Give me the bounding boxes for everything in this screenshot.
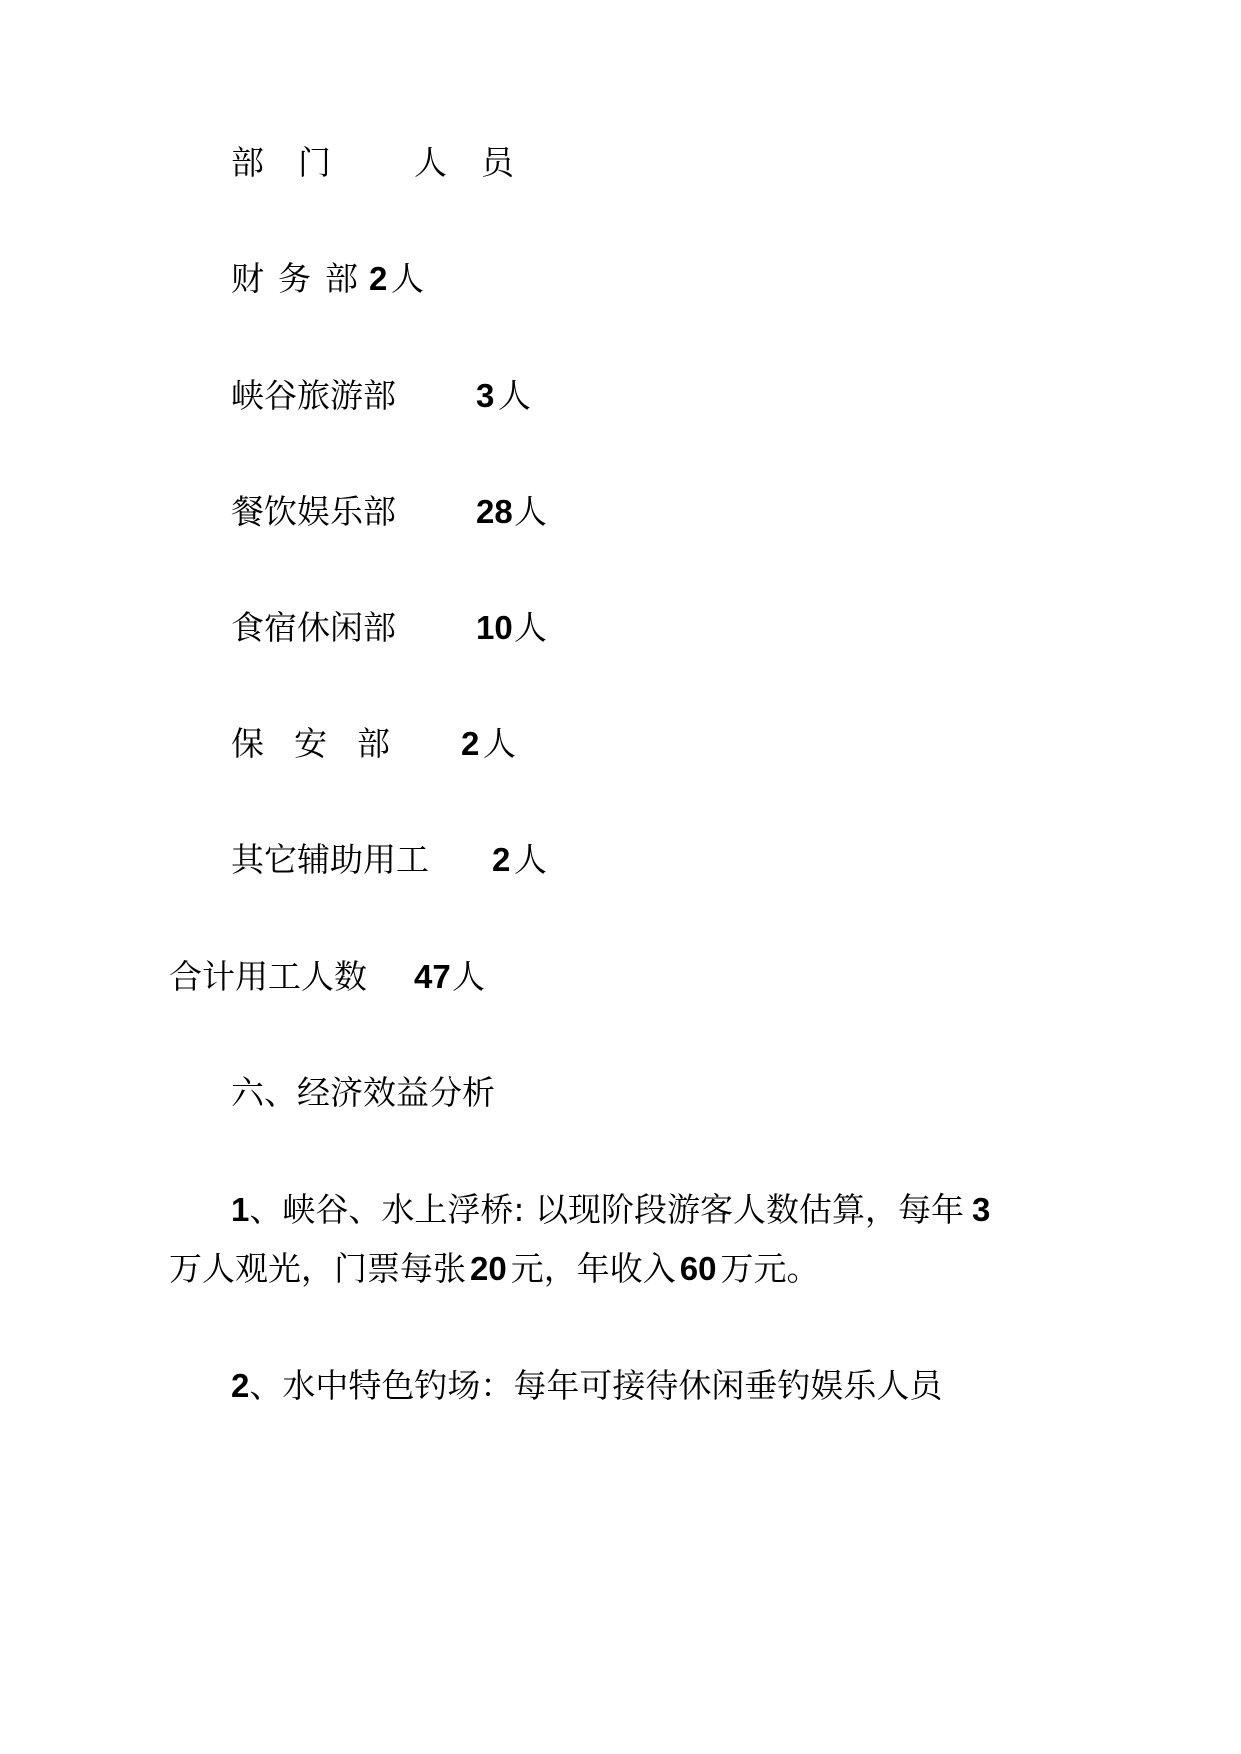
para-1-text-3: 元，年收入: [510, 1249, 676, 1288]
row-count: 10: [476, 609, 513, 646]
para-1-text-4: 万元。: [720, 1249, 820, 1288]
row-unit: 人: [514, 840, 547, 879]
para-1-lead: 、峡谷、水上浮桥: [249, 1190, 514, 1229]
total-unit: 人: [452, 957, 485, 996]
paragraph-2: [231, 1366, 942, 1406]
row-unit: 人: [514, 608, 547, 647]
total-count: 47: [414, 958, 451, 995]
row-unit: 人: [498, 376, 531, 415]
row-unit: 人: [483, 724, 516, 763]
header-dept: 部门: [231, 143, 365, 182]
row-dept: 其它辅助用工: [231, 840, 429, 879]
paragraph-1-cont: [169, 1249, 819, 1289]
para-2-number: 2: [231, 1367, 250, 1404]
row-dept: 保安部: [231, 724, 420, 763]
para-1-v2: 20: [470, 1250, 507, 1287]
row-dept: 峡谷旅游部: [231, 376, 396, 415]
row-count: 2: [369, 260, 388, 297]
row-dept: 食宿休闲部: [231, 608, 396, 647]
row-dept: 餐饮娱乐部: [231, 492, 396, 531]
para-1-text-2: 万人观光，门票每张: [169, 1249, 466, 1288]
para-1-text-1: : 以现阶段游客人数估算，每年: [513, 1190, 964, 1229]
row-unit: 人: [391, 259, 424, 298]
para-2-lead: 、水中特色钓场：每年可接待休闲垂钓娱乐人员: [249, 1366, 943, 1405]
row-dept: 财务部: [231, 259, 372, 298]
row-count: 2: [461, 725, 480, 762]
para-1-v1: 3: [971, 1191, 991, 1228]
row-unit: 人: [514, 492, 547, 531]
section-heading: [231, 1073, 495, 1113]
para-1-number: 1: [231, 1191, 250, 1228]
row-count: 2: [492, 841, 511, 878]
paragraph-1: [231, 1190, 990, 1230]
row-count: 3: [476, 377, 495, 414]
para-1-v3: 60: [679, 1250, 717, 1287]
row-count: 28: [476, 493, 513, 530]
header-people: 人员: [414, 143, 548, 182]
total-label: 合计用工人数: [169, 957, 367, 996]
section-heading-text: 六、经济效益分析: [231, 1073, 495, 1112]
